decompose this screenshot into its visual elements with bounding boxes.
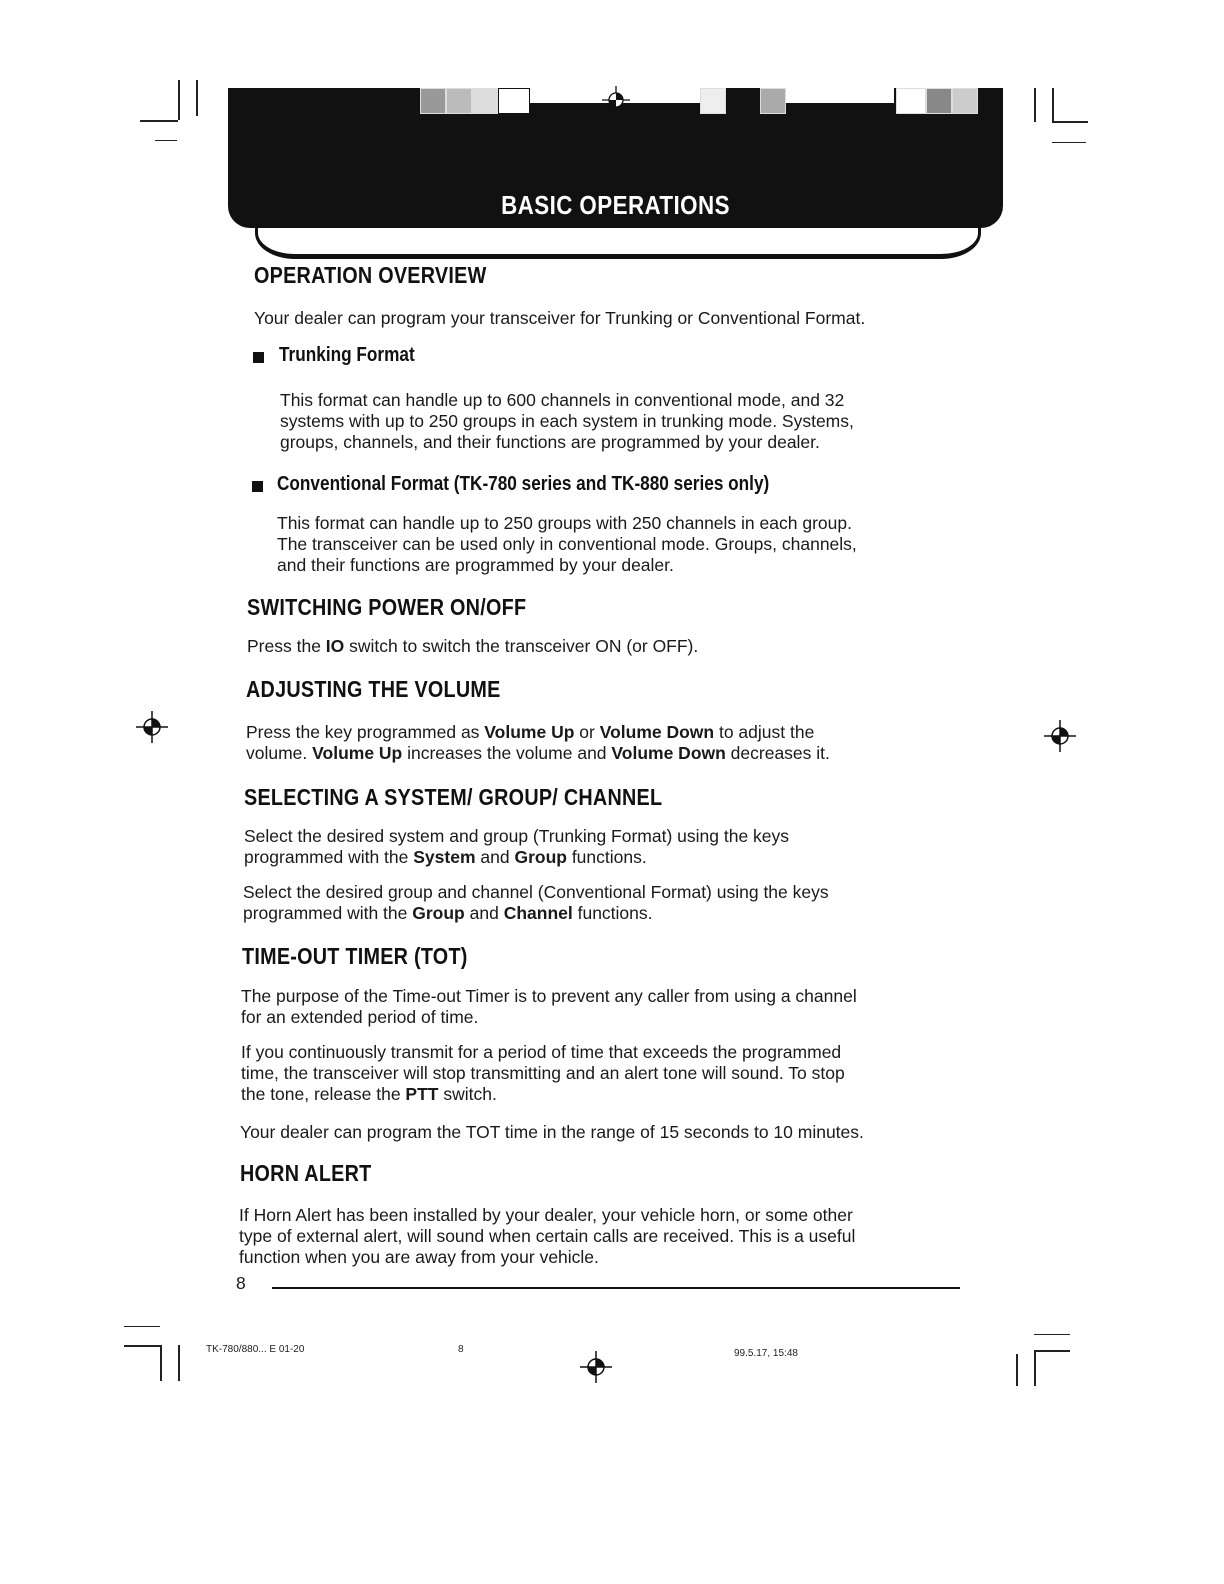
crop-mark xyxy=(1034,1350,1070,1352)
power-text: Press the IO switch to switch the transceiver ON (or OFF). xyxy=(247,636,699,656)
color-swatch xyxy=(446,88,472,114)
registration-mark-icon xyxy=(602,86,630,114)
slug-file: TK-780/880... E 01-20 xyxy=(206,1344,305,1355)
select-line: Select the desired group and channel (Conventional Format) using the keys xyxy=(243,882,829,902)
conventional-line: and their functions are programmed by your dealer. xyxy=(277,555,674,575)
trunking-line: systems with up to 250 groups in each system in trunking mode. Systems, xyxy=(280,411,854,431)
horn-line: function when you are away from your vehicle. xyxy=(239,1247,599,1267)
crop-mark xyxy=(140,120,178,122)
crop-mark xyxy=(1034,1350,1036,1386)
slug-page: 8 xyxy=(458,1344,464,1355)
header-gap-line xyxy=(786,103,894,105)
horn-line: type of external alert, will sound when certain calls are received. This is a useful xyxy=(239,1226,856,1246)
bullet-icon xyxy=(252,481,263,492)
page-title: BASIC OPERATIONS xyxy=(501,190,730,220)
volume-line: Press the key programmed as Volume Up or Volume Down to adjust the xyxy=(246,722,815,742)
color-swatch xyxy=(472,88,498,114)
crop-mark xyxy=(1052,121,1088,123)
color-swatch xyxy=(896,88,926,114)
volume-line: volume. Volume Up increases the volume and Volume Down decreases it. xyxy=(246,743,830,763)
color-swatch xyxy=(420,88,446,114)
conventional-line: This format can handle up to 250 groups with 250 channels in each group. xyxy=(277,513,852,533)
color-swatch xyxy=(700,88,726,114)
section-heading-overview: OPERATION OVERVIEW xyxy=(254,262,487,288)
crop-mark xyxy=(1016,1354,1018,1386)
section-heading-power: SWITCHING POWER ON/OFF xyxy=(247,594,527,620)
conventional-line: The transceiver can be used only in conventional mode. Groups, channels, xyxy=(277,534,857,554)
bullet-icon xyxy=(253,352,264,363)
trunking-line: groups, channels, and their functions are programmed by your dealer. xyxy=(280,432,820,452)
crop-mark xyxy=(160,1345,162,1381)
horn-line: If Horn Alert has been installed by your dealer, your vehicle horn, or some other xyxy=(239,1205,853,1225)
tot-line: Your dealer can program the TOT time in the range of 15 seconds to 10 minutes. xyxy=(240,1122,864,1142)
color-swatch xyxy=(498,88,530,114)
section-heading-select: SELECTING A SYSTEM/ GROUP/ CHANNEL xyxy=(244,784,663,810)
registration-mark-icon xyxy=(1044,720,1076,752)
color-swatch xyxy=(952,88,978,114)
crop-mark xyxy=(196,80,198,116)
section-heading-horn: HORN ALERT xyxy=(240,1160,372,1186)
crop-mark xyxy=(124,1345,160,1347)
crop-mark xyxy=(178,1345,180,1381)
select-line: programmed with the Group and Channel functions. xyxy=(243,903,653,923)
crop-mark xyxy=(155,140,177,141)
select-line: Select the desired system and group (Trunking Format) using the keys xyxy=(244,826,790,846)
tot-line: the tone, release the PTT switch. xyxy=(241,1084,497,1104)
crop-mark xyxy=(178,80,180,120)
crop-mark xyxy=(1034,88,1036,122)
section-heading-volume: ADJUSTING THE VOLUME xyxy=(246,676,501,702)
header-underline-curve xyxy=(255,226,981,259)
tot-line: for an extended period of time. xyxy=(241,1007,479,1027)
page-number: 8 xyxy=(236,1273,246,1293)
color-swatch xyxy=(926,88,952,114)
tot-line: time, the transceiver will stop transmitting and an alert tone will sound. To stop xyxy=(241,1063,845,1083)
subheading-trunking: Trunking Format xyxy=(279,344,415,366)
header-gap xyxy=(786,88,894,104)
crop-mark xyxy=(124,1326,160,1327)
tot-line: If you continuously transmit for a period of time that exceeds the programmed xyxy=(241,1042,842,1062)
color-swatch xyxy=(760,88,786,114)
tot-line: The purpose of the Time-out Timer is to prevent any caller from using a channel xyxy=(241,986,857,1006)
registration-mark-icon xyxy=(580,1351,612,1383)
slug-time: 99.5.17, 15:48 xyxy=(734,1348,798,1359)
select-line: programmed with the System and Group functions. xyxy=(244,847,647,867)
subheading-conventional: Conventional Format (TK-780 series and TK-880 series only) xyxy=(277,473,770,495)
overview-intro: Your dealer can program your transceiver for Trunking or Conventional Format. xyxy=(254,308,866,328)
footer-rule xyxy=(272,1287,960,1289)
registration-mark-icon xyxy=(136,711,168,743)
crop-mark xyxy=(1052,88,1054,122)
section-heading-tot: TIME-OUT TIMER (TOT) xyxy=(242,943,468,969)
crop-mark xyxy=(1052,142,1086,143)
crop-mark xyxy=(1034,1334,1070,1335)
trunking-line: This format can handle up to 600 channels in conventional mode, and 32 xyxy=(280,390,845,410)
